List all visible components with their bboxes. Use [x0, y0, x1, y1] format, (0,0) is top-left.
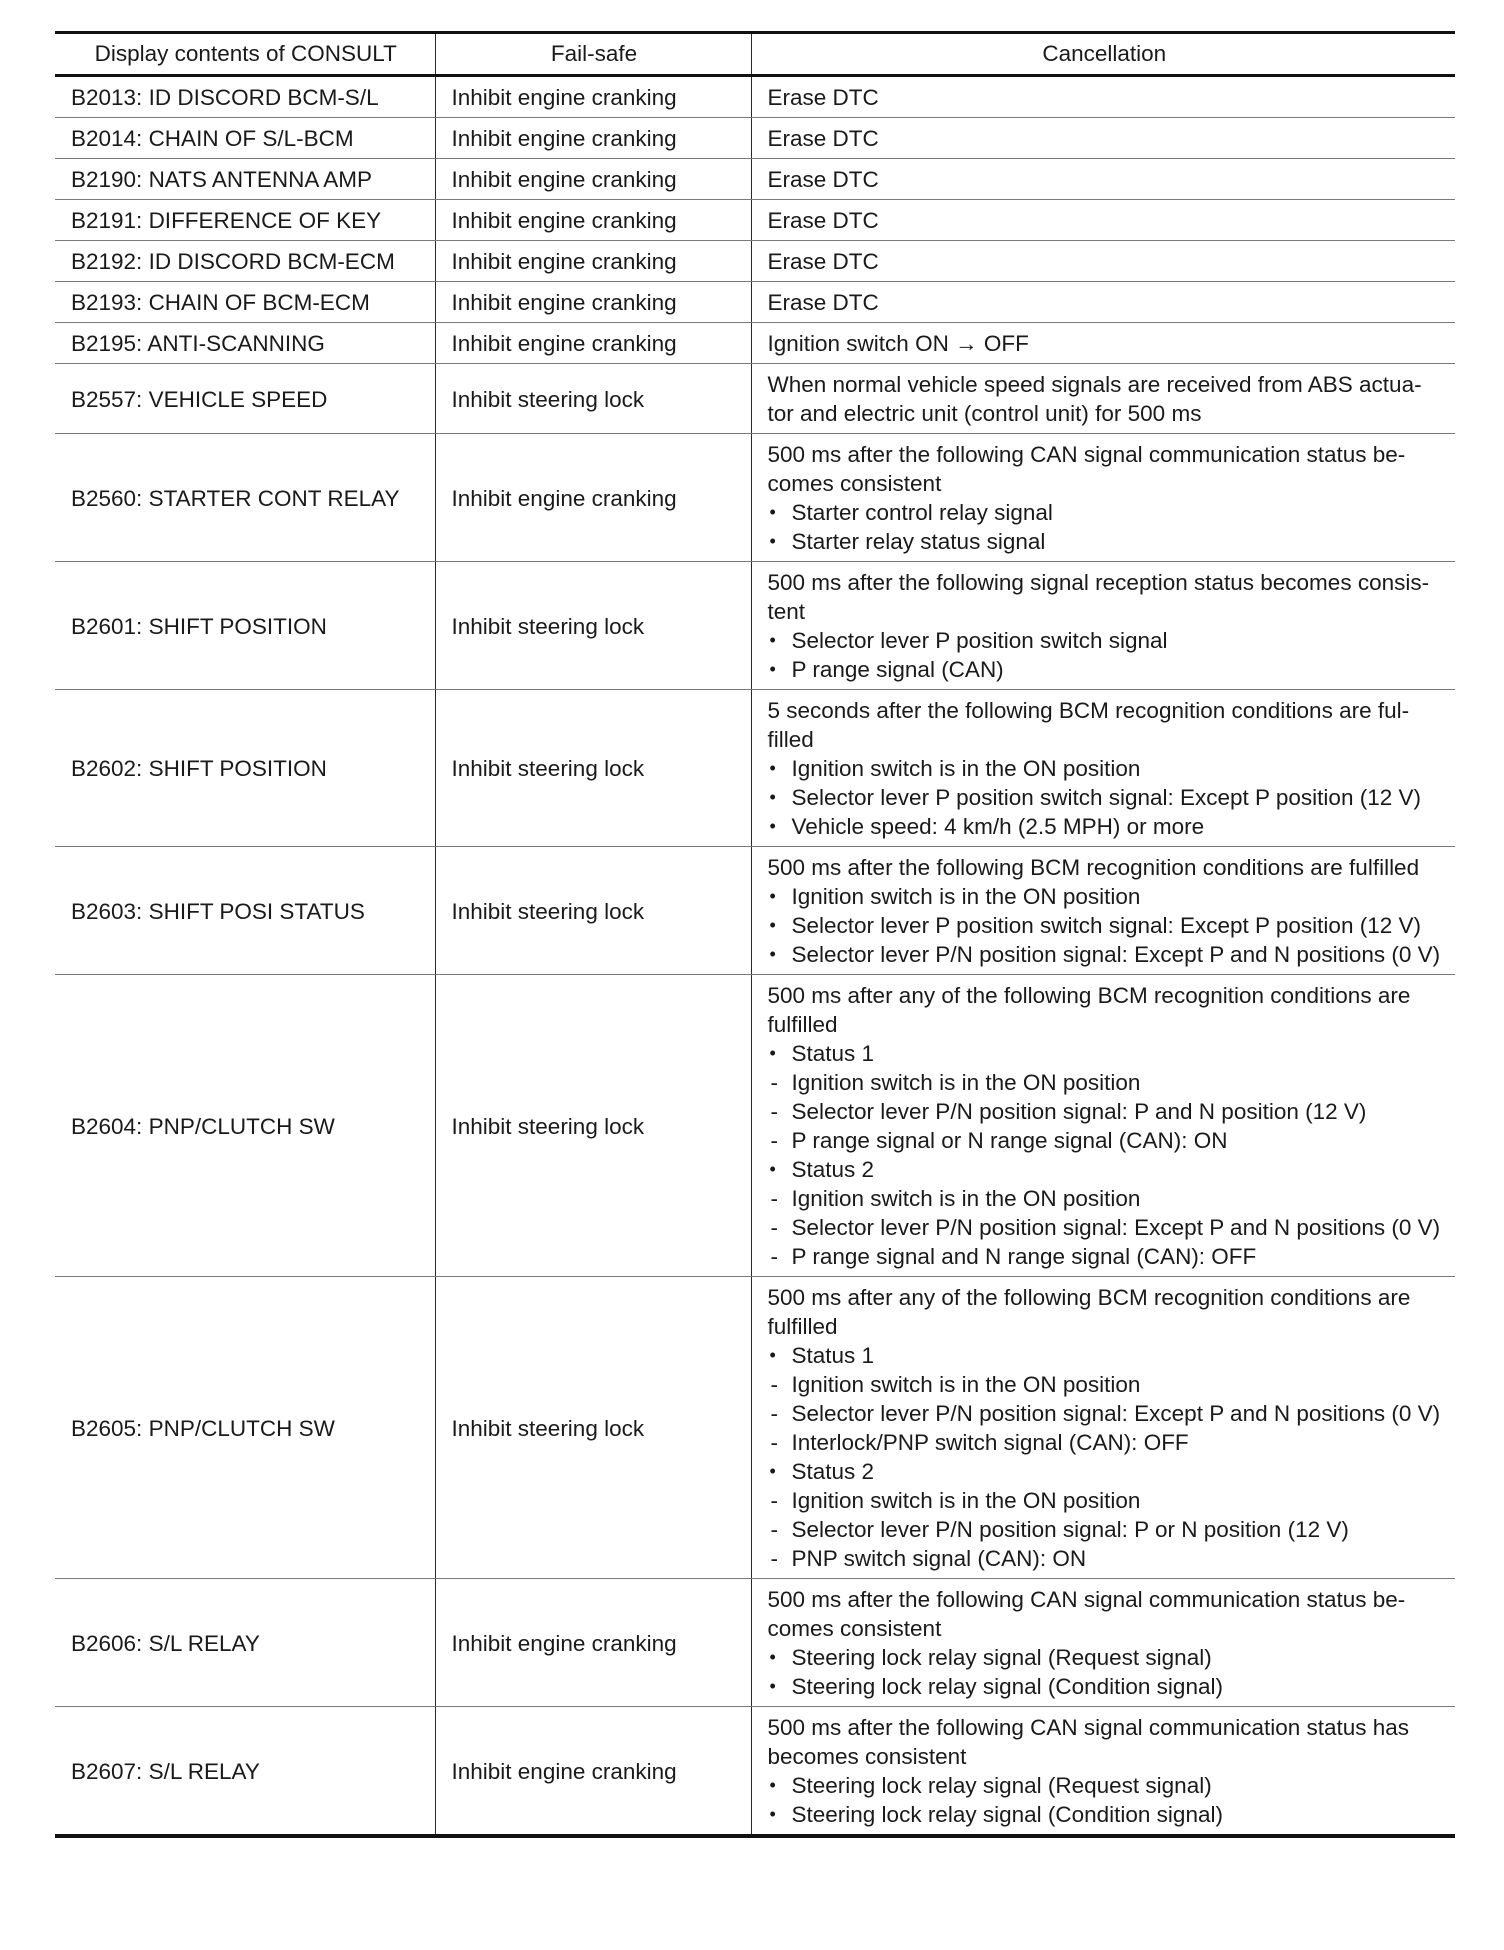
table-row: [55, 562, 1455, 690]
dash-item: - Selector lever P/N position signal: P and N position (12 V): [768, 1097, 1442, 1126]
bullet-item: • Selector lever P position switch signal: Except P position (12 V): [768, 911, 1442, 940]
cancellation-text: When normal vehicle speed signals are received from ABS actua-: [767, 372, 1422, 397]
table-row: [55, 118, 1455, 159]
cancellation-cell: [751, 975, 1455, 1277]
cancellation-text: 500 ms after any of the following BCM recognition conditions are: [767, 983, 1411, 1008]
cancellation-text: Ignition switch ON → OFF: [767, 331, 1029, 356]
dtc-code-cell: B2603: SHIFT POSI STATUS: [55, 847, 435, 975]
fail-safe-cell: Inhibit engine cranking: [435, 282, 751, 323]
fail-safe-cell: Inhibit steering lock: [435, 364, 751, 434]
fail-safe-cell: Inhibit engine cranking: [435, 323, 751, 364]
table-row: [55, 690, 1455, 847]
cancellation-cell: [751, 118, 1455, 159]
fail-safe-cell: Inhibit steering lock: [435, 1277, 751, 1579]
table-row: [55, 76, 1455, 118]
table-row: [55, 975, 1455, 1277]
bullet-item: • P range signal (CAN): [768, 655, 1442, 684]
bullet-item: • Ignition switch is in the ON position: [768, 882, 1442, 911]
bullet-item: • Starter relay status signal: [768, 527, 1442, 556]
dtc-code-cell: B2013: ID DISCORD BCM-S/L: [55, 76, 435, 118]
dash-item: - P range signal and N range signal (CAN): OFF: [768, 1242, 1442, 1271]
bullet-item: • Status 1: [768, 1039, 1442, 1068]
fail-safe-cell: Inhibit steering lock: [435, 847, 751, 975]
header-display-contents: Display contents of CONSULT: [55, 33, 435, 76]
bullet-item: • Selector lever P position switch signal: [768, 626, 1442, 655]
cancellation-text: becomes consistent: [767, 1744, 967, 1769]
bullet-item: • Selector lever P position switch signal: Except P position (12 V): [768, 783, 1442, 812]
cancellation-cell: [751, 562, 1455, 690]
bullet-item: • Status 2: [768, 1457, 1442, 1486]
dtc-code-cell: B2014: CHAIN OF S/L-BCM: [55, 118, 435, 159]
cancellation-text: comes consistent: [767, 471, 942, 496]
dtc-code-cell: B2606: S/L RELAY: [55, 1579, 435, 1707]
dtc-code-cell: B2192: ID DISCORD BCM-ECM: [55, 241, 435, 282]
dtc-code-cell: B2602: SHIFT POSITION: [55, 690, 435, 847]
bullet-item: • Steering lock relay signal (Request signal): [768, 1643, 1442, 1672]
table-row: [55, 200, 1455, 241]
cancellation-text: Erase DTC: [767, 208, 879, 233]
cancellation-text: tor and electric unit (control unit) for 500 ms: [767, 401, 1202, 426]
cancellation-cell: [751, 434, 1455, 562]
dtc-code-cell: B2195: ANTI-SCANNING: [55, 323, 435, 364]
bullet-item: • Ignition switch is in the ON position: [768, 754, 1442, 783]
table-body: [55, 76, 1455, 1837]
dash-item: - Ignition switch is in the ON position: [768, 1370, 1442, 1399]
table-row: [55, 159, 1455, 200]
table-row: [55, 1579, 1455, 1707]
cancellation-text: comes consistent: [767, 1616, 942, 1641]
cancellation-cell: [751, 364, 1455, 434]
cancellation-text: 500 ms after the following CAN signal communication status be-: [767, 1587, 1406, 1612]
bullet-item: • Steering lock relay signal (Request signal): [768, 1771, 1442, 1800]
fail-safe-cell: Inhibit engine cranking: [435, 118, 751, 159]
cancellation-text: 500 ms after the following signal reception status becomes consis-: [767, 570, 1430, 595]
cancellation-text: 5 seconds after the following BCM recognition conditions are ful-: [767, 698, 1410, 723]
fail-safe-cell: Inhibit steering lock: [435, 975, 751, 1277]
dash-item: - Ignition switch is in the ON position: [768, 1486, 1442, 1515]
fail-safe-cell: Inhibit engine cranking: [435, 1707, 751, 1837]
dash-item: - Selector lever P/N position signal: P or N position (12 V): [768, 1515, 1442, 1544]
table-row: [55, 241, 1455, 282]
cancellation-cell: [751, 847, 1455, 975]
fail-safe-cell: Inhibit engine cranking: [435, 76, 751, 118]
table-row: [55, 434, 1455, 562]
cancellation-text: 500 ms after the following BCM recognition conditions are fulfilled: [767, 855, 1420, 880]
cancellation-text: Erase DTC: [767, 290, 879, 315]
cancellation-cell: [751, 159, 1455, 200]
header-fail-safe: Fail-safe: [435, 33, 751, 76]
cancellation-text: 500 ms after the following CAN signal communication status has: [767, 1715, 1410, 1740]
cancellation-text: Erase DTC: [767, 249, 879, 274]
cancellation-cell: [751, 323, 1455, 364]
dtc-code-cell: B2190: NATS ANTENNA AMP: [55, 159, 435, 200]
dtc-code-cell: B2193: CHAIN OF BCM-ECM: [55, 282, 435, 323]
dtc-code-cell: B2601: SHIFT POSITION: [55, 562, 435, 690]
cancellation-cell: [751, 690, 1455, 847]
bullet-item: • Steering lock relay signal (Condition signal): [768, 1672, 1442, 1701]
dash-item: - Ignition switch is in the ON position: [768, 1184, 1442, 1213]
dtc-code-cell: B2191: DIFFERENCE OF KEY: [55, 200, 435, 241]
cancellation-text: fulfilled: [767, 1314, 838, 1339]
dtc-code-cell: B2604: PNP/CLUTCH SW: [55, 975, 435, 1277]
fail-safe-cell: Inhibit steering lock: [435, 562, 751, 690]
cancellation-text: Erase DTC: [767, 126, 879, 151]
cancellation-text: 500 ms after any of the following BCM recognition conditions are: [767, 1285, 1411, 1310]
cancellation-cell: [751, 1579, 1455, 1707]
header-row: [55, 33, 1455, 76]
fail-safe-cell: Inhibit engine cranking: [435, 159, 751, 200]
dash-item: - Interlock/PNP switch signal (CAN): OFF: [768, 1428, 1442, 1457]
dash-item: - P range signal or N range signal (CAN): ON: [768, 1126, 1442, 1155]
dtc-code-cell: B2605: PNP/CLUTCH SW: [55, 1277, 435, 1579]
table-row: [55, 323, 1455, 364]
table-row: [55, 364, 1455, 434]
dtc-code-cell: B2557: VEHICLE SPEED: [55, 364, 435, 434]
dash-item: - PNP switch signal (CAN): ON: [768, 1544, 1442, 1573]
fail-safe-cell: Inhibit engine cranking: [435, 1579, 751, 1707]
table-row: [55, 282, 1455, 323]
cancellation-text: filled: [767, 727, 814, 752]
table-row: [55, 847, 1455, 975]
dash-item: - Selector lever P/N position signal: Except P and N positions (0 V): [768, 1399, 1442, 1428]
cancellation-text: 500 ms after the following CAN signal communication status be-: [767, 442, 1406, 467]
cancellation-cell: [751, 200, 1455, 241]
table-row: [55, 1277, 1455, 1579]
header-cancellation: Cancellation: [751, 33, 1455, 76]
cancellation-text: Erase DTC: [767, 85, 879, 110]
cancellation-cell: [751, 241, 1455, 282]
dash-item: - Ignition switch is in the ON position: [768, 1068, 1442, 1097]
dtc-code-cell: B2560: STARTER CONT RELAY: [55, 434, 435, 562]
cancellation-cell: [751, 1707, 1455, 1837]
table-row: [55, 1707, 1455, 1837]
cancellation-cell: [751, 282, 1455, 323]
table-header: [55, 33, 1455, 76]
dash-item: - Selector lever P/N position signal: Except P and N positions (0 V): [768, 1213, 1442, 1242]
bullet-item: • Starter control relay signal: [768, 498, 1442, 527]
bullet-item: • Status 1: [768, 1341, 1442, 1370]
cancellation-text: fulfilled: [767, 1012, 838, 1037]
dtc-code-cell: B2607: S/L RELAY: [55, 1707, 435, 1837]
fail-safe-cell: Inhibit engine cranking: [435, 434, 751, 562]
bullet-item: • Selector lever P/N position signal: Except P and N positions (0 V): [768, 940, 1442, 969]
bullet-item: • Vehicle speed: 4 km/h (2.5 MPH) or more: [768, 812, 1442, 841]
bullet-item: • Steering lock relay signal (Condition signal): [768, 1800, 1442, 1829]
fail-safe-cell: Inhibit engine cranking: [435, 241, 751, 282]
bullet-item: • Status 2: [768, 1155, 1442, 1184]
cancellation-cell: [751, 76, 1455, 118]
fail-safe-cell: Inhibit steering lock: [435, 690, 751, 847]
fail-safe-cell: Inhibit engine cranking: [435, 200, 751, 241]
cancellation-text: Erase DTC: [767, 167, 879, 192]
cancellation-cell: [751, 1277, 1455, 1579]
failsafe-table: [55, 31, 1455, 1838]
cancellation-text: tent: [767, 599, 806, 624]
